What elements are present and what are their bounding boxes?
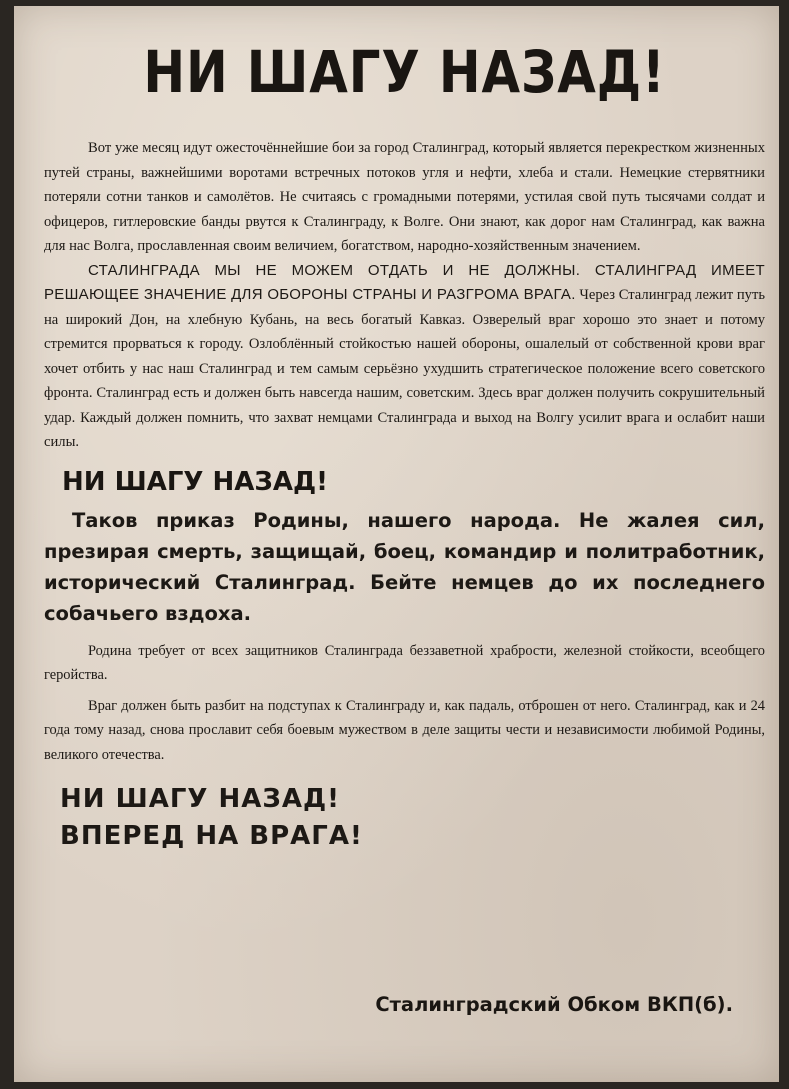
importance-text: Через Сталинград лежит путь на широкий Дон, на хлебную Кубань, на весь богатый Кавказ. Озверелый враг хорошо это знает и потому стремится прорваться к городу. Озлоблённый стойкостью нашей обороны, ошалелый от собственной крови враг хочет отбить у нас наш Сталинград и тем самым серьёзно ухудшить стратегическое положение всего советского фронта. Сталинград есть и должен быть навсегда нашим, советским. Здесь враг должен получить сокрушительный удар. Каждый должен помнить, что захват немцами Сталинграда и выход на Волгу усилит врага и ослабит наши силы. (44, 287, 765, 450)
poster-sheet (14, 6, 779, 1082)
sub-headline: НИ ШАГУ НАЗАД! (62, 466, 328, 497)
closing-slogan-2: ВПЕРЕД НА ВРАГА! (60, 821, 363, 851)
capital-statement: СТАЛИНГРАДА МЫ НЕ МОЖЕМ ОТДАТЬ И НЕ ДОЛЖНЫ. СТАЛИНГРАД ИМЕЕТ РЕШАЮЩЕЕ ЗНАЧЕНИЕ ДЛЯ ОБОРОНЫ СТРАНЫ И РАЗГРОМА ВРАГА. (44, 261, 765, 303)
order-indent (44, 509, 72, 532)
closing-slogans (60, 781, 765, 855)
stalingrad-importance-paragraph (44, 259, 765, 455)
homeland-demand-paragraph: Родина требует от всех защитников Сталинграда беззаветной храбрости, железной стойкости, всеобщего геройства. (44, 642, 765, 683)
intro-paragraph: Вот уже месяц идут ожесточённейшие бои за город Сталинград, который является перекрестком жизненных путей страны, важнейшими воротами встречных потоков угля и нефти, хлеба и стали. Немецкие стервятники потеряли сотни танков и самолётов. Не считаясь с громадными потерями, устилая свой путь тысячами солдат и офицеров, гитлеровские банды рвутся к Сталинграду, к Волге. Они знают, как дорог нам Сталинград, как важна для нас Волга, прославленная своим величием, богатством, народно-хозяйственным значением. (44, 140, 765, 254)
poster-headline: НИ ШАГУ НАЗАД! (143, 38, 666, 106)
order-paragraph (44, 505, 765, 629)
order-text: Таков приказ Родины, нашего народа. Не жалея сил, презирая смерть, защищай, боец, командир и политработник, исторический Сталинград. Бейте немцев до их последнего собачьего вздоха. (44, 508, 765, 625)
closing-slogan-1: НИ ШАГУ НАЗАД! (60, 784, 340, 814)
enemy-defeat-paragraph: Враг должен быть разбит на подступах к Сталинграду и, как падаль, отброшен от него. Сталинград, как и 24 года тому назад, снова прославит себя боевым мужеством в деле защиты чести и независимости любимой Родины, великого отечества. (44, 697, 765, 763)
signature: Сталинградский Обком ВКП(б). (375, 993, 733, 1016)
